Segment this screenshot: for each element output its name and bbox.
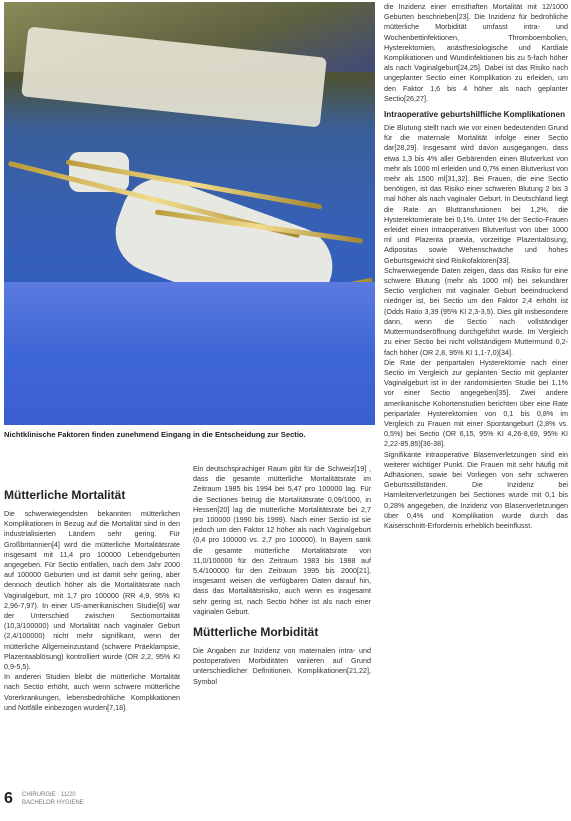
section-heading-morbidity: Mütterliche Morbidität	[193, 625, 319, 640]
publication-info: CHIRURGIE · 11/20 BACHELOR HYGIENE	[22, 792, 84, 806]
paragraph: In anderen Studien bleibt die mütterliche Mortalität nach Sectio erhöht, auch wenn schwere mütterliche Vorerkrankungen, lebensbedrohliche Komplikationen und Notfälle einbezogen wurden[7,18].	[4, 672, 180, 712]
paragraph: die Inzidenz einer ernsthaften Mortalität mit 12/1000 Geburten beschrieben[23]. Die Inzidenz für bedrohliche mütterliche Morbidität umfasst intra- und Wochenbettinfektionen, Thromboembolien, Hysterektomien, anästhesiologische und Kardiale Komplikationen und Wundinfektionen bis zu 5-fach höher als nach Vaginalgeburt[24,25]. Dabei ist das Risiko nach ungeplanter Sectio einer Komplikation zu erleiden, um den Faktor 1,6 bis 4 höher als nach geplanter Sectio[26,27].	[384, 2, 568, 103]
right-column	[384, 2, 568, 531]
photo-caption: Nichtklinische Faktoren finden zunehmend Eingang in die Entscheidung zur Sectio.	[4, 430, 306, 439]
paragraph: Die schwerwiegendsten bekannten mütterlichen Komplikationen in Bezug auf die Mortalität sind in den industrialisierten Ländern sehr gering. Für Großbritannien[4] wird die mütterliche Mortalitätsrate insgesamt mit 11,4 pro 100000 Lebendgeburten angegeben. Für Sectio entfallen, nach dem Jahr 2000 auf 100000 Geburten und ist damit sehr gering, aber dennoch deutlich höher als die Mortalitätsrate nach Vaginalgeburt, mit 1,7 pro 100000 (RR 4,9, 95% KI 2,96-7,97). In einer US-amerikanischen Studie[6] war der Unterschied zwischen Sectiomortalität (10,3/100000) und Mortalität nach vaginaler Geburt (2,4/100000) nicht mehr signifikant, wenn der mütterliche Allgemeinzustand (schwere Präeklampsie, Plazentaablösung) kontrolliert wurde (OR 2,2, 95% KI 0,9-5,5).	[4, 509, 180, 672]
photo-tray	[4, 282, 375, 425]
paragraph: Schwerwiegende Daten zeigen, dass das Risiko für eine schwere Blutung (mehr als 1000 ml) bei sekundärer Sectio verglichen mit vaginaler Geburt beeindruckend niedriger ist, bei Sectio um den Faktor 2,4 erhöht ist (Odds Ratio 3,39 (95% KI 2,3-3,5). Dies gilt insbesondere dann, wenn die Sectio nach vollständiger Muttermundseröffnung durchgeführt wurde. Im Vergleich zu einer Sectio bei nicht vollständigem Muttermund 0,2-fach höher (OR 2,8, 95% KI 1,1-7,0)[34].	[384, 265, 568, 357]
left-column	[4, 488, 180, 713]
page-number: 6	[4, 790, 13, 807]
paragraph: Signifikante intraoperative Blasenverletzungen sind ein weiterer wichtiger Punkt. Die Frauen mit sehr häufig mit Adhäsionen, sowie bei Vorliegen von sehr schweren Geburtsstillständen. Die Inzidenz bei Harnleiterverletzungen bei Sectiones wurde mit 0,1 bis 0,28% angegeben, die Inzidenz von Blasenverletzungen über 0,4% und Komplikation wurde durch das Kaiserschnitt-Erfordernis erheblich beeinflusst.	[384, 449, 568, 530]
paragraph: Die Angaben zur Inzidenz von maternalen intra- und postoperativen Morbiditäten variieren auf Grund unterschiedlicher Definitionen. Komplikationen[21,22], Symbol	[193, 646, 371, 686]
paragraph: Die Rate der peripartalen Hysterektomie nach einer Sectio im Vergleich zur geplanten Sectio mit geplanter Vaginalgeburt ist in der randomisierten Studie bei 1,1% vor einer Sectio angegeben[35]. Zwei andere amerikanische Kohortenstudien berichten über eine Rate peripartaler Hysterektomien von 0,1 bis 0,8% im Vergleich zu Frauen mit einer Spontangeburt (2,8% vs. 0,5%) bei Sectio (OR 6,15, 95% KI 4,26-8,69, 95% KI 2,22-85,85)[36-38].	[384, 357, 568, 449]
page-footer	[4, 790, 204, 812]
middle-column	[193, 464, 371, 687]
paragraph: Die Blutung stellt nach wie vor einen bedeutenden Grund für die maternale Mortalität infolge einer Sectio dar[28,29]. Insgesamt wird davon ausgegangen, dass etwa 1,3 bis 4% aller Gebärenden einen Blutverlust von mehr als 1000 ml erleiden und 0,7% einen Blutverlust von mehr als 1500 ml[31,32]. Bei Frauen, die eine Sectio benötigen, ist das Risiko einer schweren Blutung 2 bis 3 mal höher als nach vaginaler Geburt. In Deutschland liegt die Rate an Bluttransfusionen bei 1,2%, die Hysterektomierate bei 0,1%. Unter 1% der Sectio-Frauen erleidet einen intraoperativen Blutverlust von über 1000 ml und Plazenta praevia, vorzeitige Plazentalösung, Adipositas sowie Wehenschwäche und hohes Geburtsgewicht sind Risikofaktoren[33].	[384, 123, 568, 265]
section-heading-mortality: Mütterliche Mortalität	[4, 488, 126, 502]
section-heading-intraoperative: Intraoperative geburtshilfliche Komplikationen	[384, 110, 566, 120]
surgical-instruments-photo	[4, 2, 375, 425]
paragraph: Ein deutschsprachiger Raum gibt für die Schweiz[19] , dass die gesamte mütterliche Mortalitätsrate im Zeitraum 1985 bis 1994 bei 5,47 pro 100000 lag. Für die Sectiones betrug die Mortalitätsrate 0,09/1000, in Hessen[20] lag die mütterliche Mortalitätsrate bei 2,7 pro 100000 (1990 bis 1999). Nach einer Sectio ist sie jedoch um den Faktor 12 höher als nach Vaginalgeburt (0,4 pro 100000 vs. 2,7 pro 100000). In Bayern sank die gesamte mütterliche Mortalitätsrate von 11,0/100000 für den Zeitraum 1983 bis 1988 auf 5,4/100000 für den Zeitraum 1995 bis 2000[21], insgesamt weisen die verfügbaren Daten darauf hin, dass das Mortalitätsrisiko, auch wenn es insgesamt sehr gering ist, nach Sectio höher ist als nach einer vaginalen Geburt.	[193, 464, 371, 616]
